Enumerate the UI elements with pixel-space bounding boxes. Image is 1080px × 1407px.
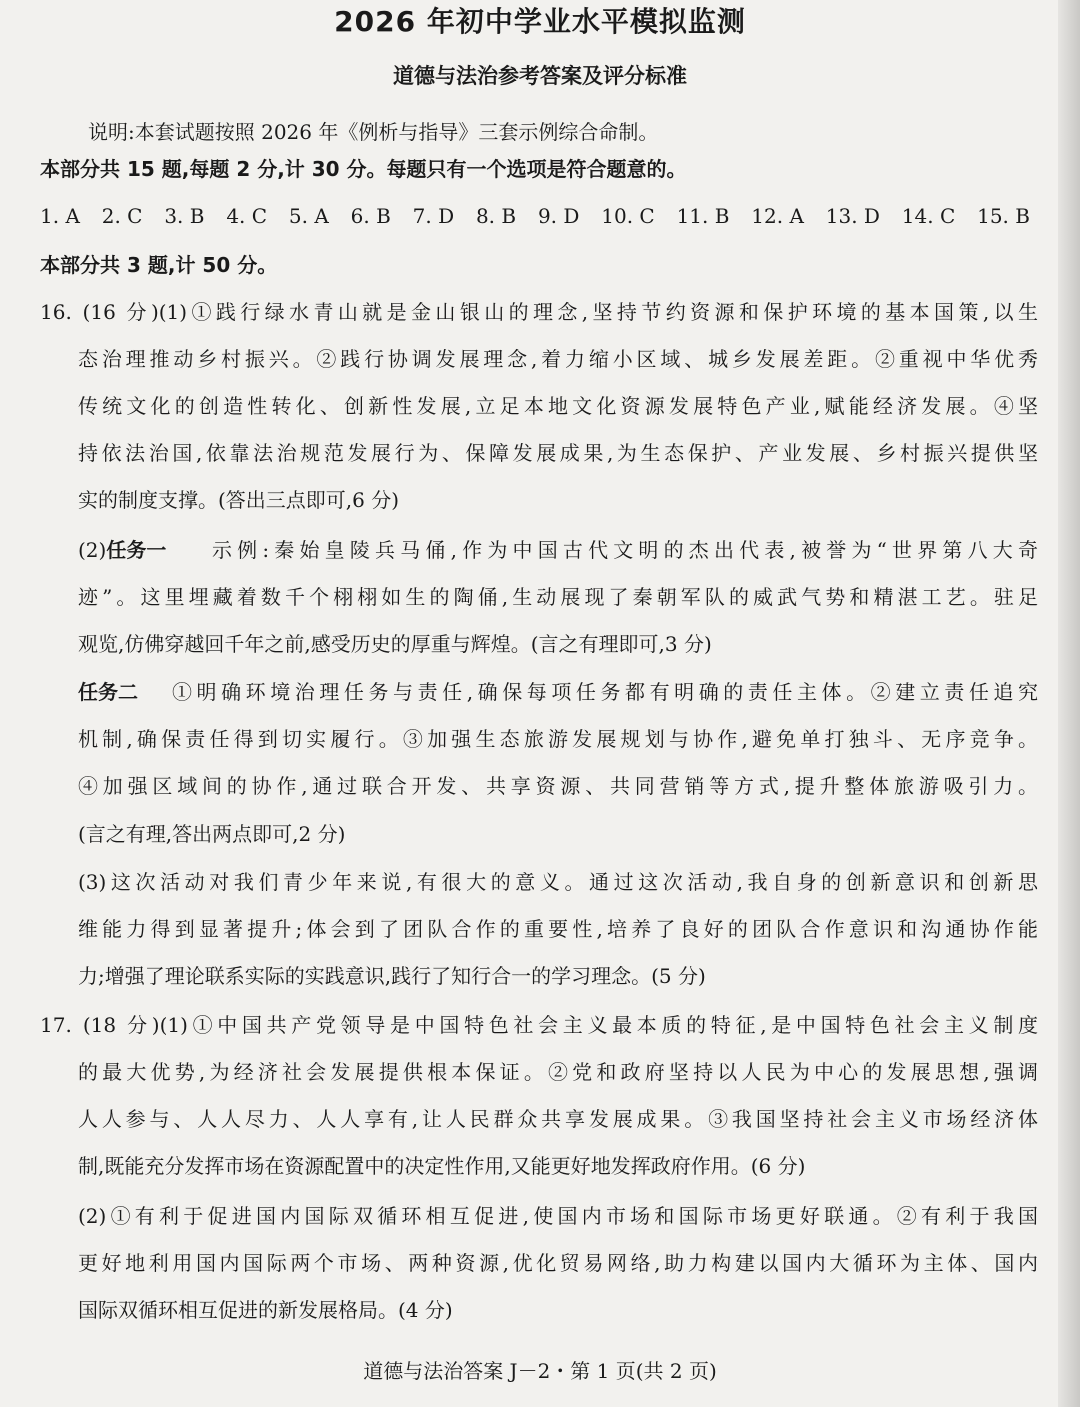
q16-text-line: 传统文化的创造性转化、创新性发展,立足本地文化资源发展特色产业,赋能经济发展。④坚	[78, 394, 1038, 418]
answer-item: 5. A	[288, 204, 329, 228]
answer-item: 2. C	[101, 204, 143, 228]
q16-part2-line	[78, 535, 166, 565]
answer-item: 1. A	[40, 204, 80, 228]
answer-item: 6. B	[350, 204, 391, 228]
q17-part2-text: 国际双循环相互促进的新发展格局。(4 分)	[78, 1298, 453, 1322]
q16-text-line: 持依法治国,依靠法治规范发展行为、保障发展成果,为生态保护、产业发展、乡村振兴提供坚	[78, 441, 1038, 465]
q17-part2-text: (2)①有利于促进国内国际双循环相互促进,使国内市场和国际市场更好联通。②有利于我国	[78, 1204, 1038, 1228]
task2-label: 任务二	[78, 680, 138, 704]
answer-item: 13. D	[825, 204, 880, 228]
answer-item: 9. D	[537, 204, 580, 228]
q16-task2-text: (言之有理,答出两点即可,2 分)	[78, 822, 346, 846]
q17-text-line: 的最大优势,为经济社会发展提供根本保证。②党和政府坚持以人民为中心的发展思想,强调	[78, 1060, 1038, 1084]
page-edge-shadow	[1058, 0, 1080, 1407]
q16-part3-text: 维能力得到显著提升;体会到了团队合作的重要性,培养了良好的团队合作意识和沟通协作能	[78, 917, 1038, 941]
q16-part3-text: 力;增强了理论联系实际的实践意识,践行了知行合一的学习理念。(5 分)	[78, 964, 706, 988]
q17-text-line: 人人参与、人人尽力、人人享有,让人民群众共享发展成果。③我国坚持社会主义市场经济体	[78, 1107, 1038, 1131]
answer-item: 14. C	[901, 204, 956, 228]
part-number: (2)	[78, 538, 107, 562]
q17-text-line: 制,既能充分发挥市场在资源配置中的决定性作用,又能更好地发挥政府作用。(6 分)	[78, 1154, 806, 1178]
answer-item: 7. D	[412, 204, 455, 228]
part1-heading: 本部分共 15 题,每题 2 分,计 30 分。每题只有一个选项是符合题意的。	[40, 157, 687, 181]
explanation-note: 说明:本套试题按照 2026 年《例析与指导》三套示例综合命制。	[88, 120, 659, 144]
answer-item: 8. B	[475, 204, 517, 228]
q17-part2-text: 更好地利用国内国际两个市场、两种资源,优化贸易网络,助力构建以国内大循环为主体、国内	[78, 1251, 1038, 1275]
page-footer: 道德与法治答案 J－2・第 1 页(共 2 页)	[363, 1359, 717, 1383]
answer-item: 15. B	[977, 204, 1030, 228]
q16-task1-text: 迹”。这里埋藏着数千个栩栩如生的陶俑,生动展现了秦朝军队的威武气势和精湛工艺。驻足	[78, 585, 1038, 609]
task1-label: 任务一	[106, 538, 167, 562]
q16-text-line: 实的制度支撑。(答出三点即可,6 分)	[78, 488, 400, 512]
answer-item: 4. C	[226, 204, 268, 228]
q17-text-line: 17. (18 分)(1)①中国共产党领导是中国特色社会主义最本质的特征,是中国特色社会主义制度	[40, 1013, 1038, 1037]
answer-key-row	[40, 201, 1030, 231]
q16-task1-text: 观览,仿佛穿越回千年之前,感受历史的厚重与辉煌。(言之有理即可,3 分)	[78, 632, 712, 656]
page-title: 2026 年初中学业水平模拟监测	[334, 5, 746, 38]
answer-item: 10. C	[601, 204, 655, 228]
q16-text-line: 16. (16 分)(1)①践行绿水青山就是金山银山的理念,坚持节约资源和保护环境的基本国策,以生	[40, 300, 1038, 324]
answer-item: 3. B	[164, 204, 205, 228]
q16-text-line: 态治理推动乡村振兴。②践行协调发展理念,着力缩小区域、城乡发展差距。②重视中华优秀	[78, 347, 1038, 371]
q16-task2-text: ①明确环境治理任务与责任,确保每项任务都有明确的责任主体。②建立责任追究	[172, 680, 1038, 704]
q16-task2-text: 机制,确保责任得到切实履行。③加强生态旅游发展规划与协作,避免单打独斗、无序竞争。	[78, 727, 1038, 751]
q16-task2-text: ④加强区域间的协作,通过联合开发、共享资源、共同营销等方式,提升整体旅游吸引力。	[78, 774, 1038, 798]
q16-part3-text: (3)这次活动对我们青少年来说,有很大的意义。通过这次活动,我自身的创新意识和创新思	[78, 870, 1038, 894]
q16-task1-text: 示例:秦始皇陵兵马俑,作为中国古代文明的杰出代表,被誉为“世界第八大奇	[212, 538, 1038, 562]
answer-item: 12. A	[751, 204, 804, 228]
page-subtitle: 道德与法治参考答案及评分标准	[393, 64, 687, 88]
part2-heading: 本部分共 3 题,计 50 分。	[40, 253, 278, 277]
answer-item: 11. B	[676, 204, 730, 228]
